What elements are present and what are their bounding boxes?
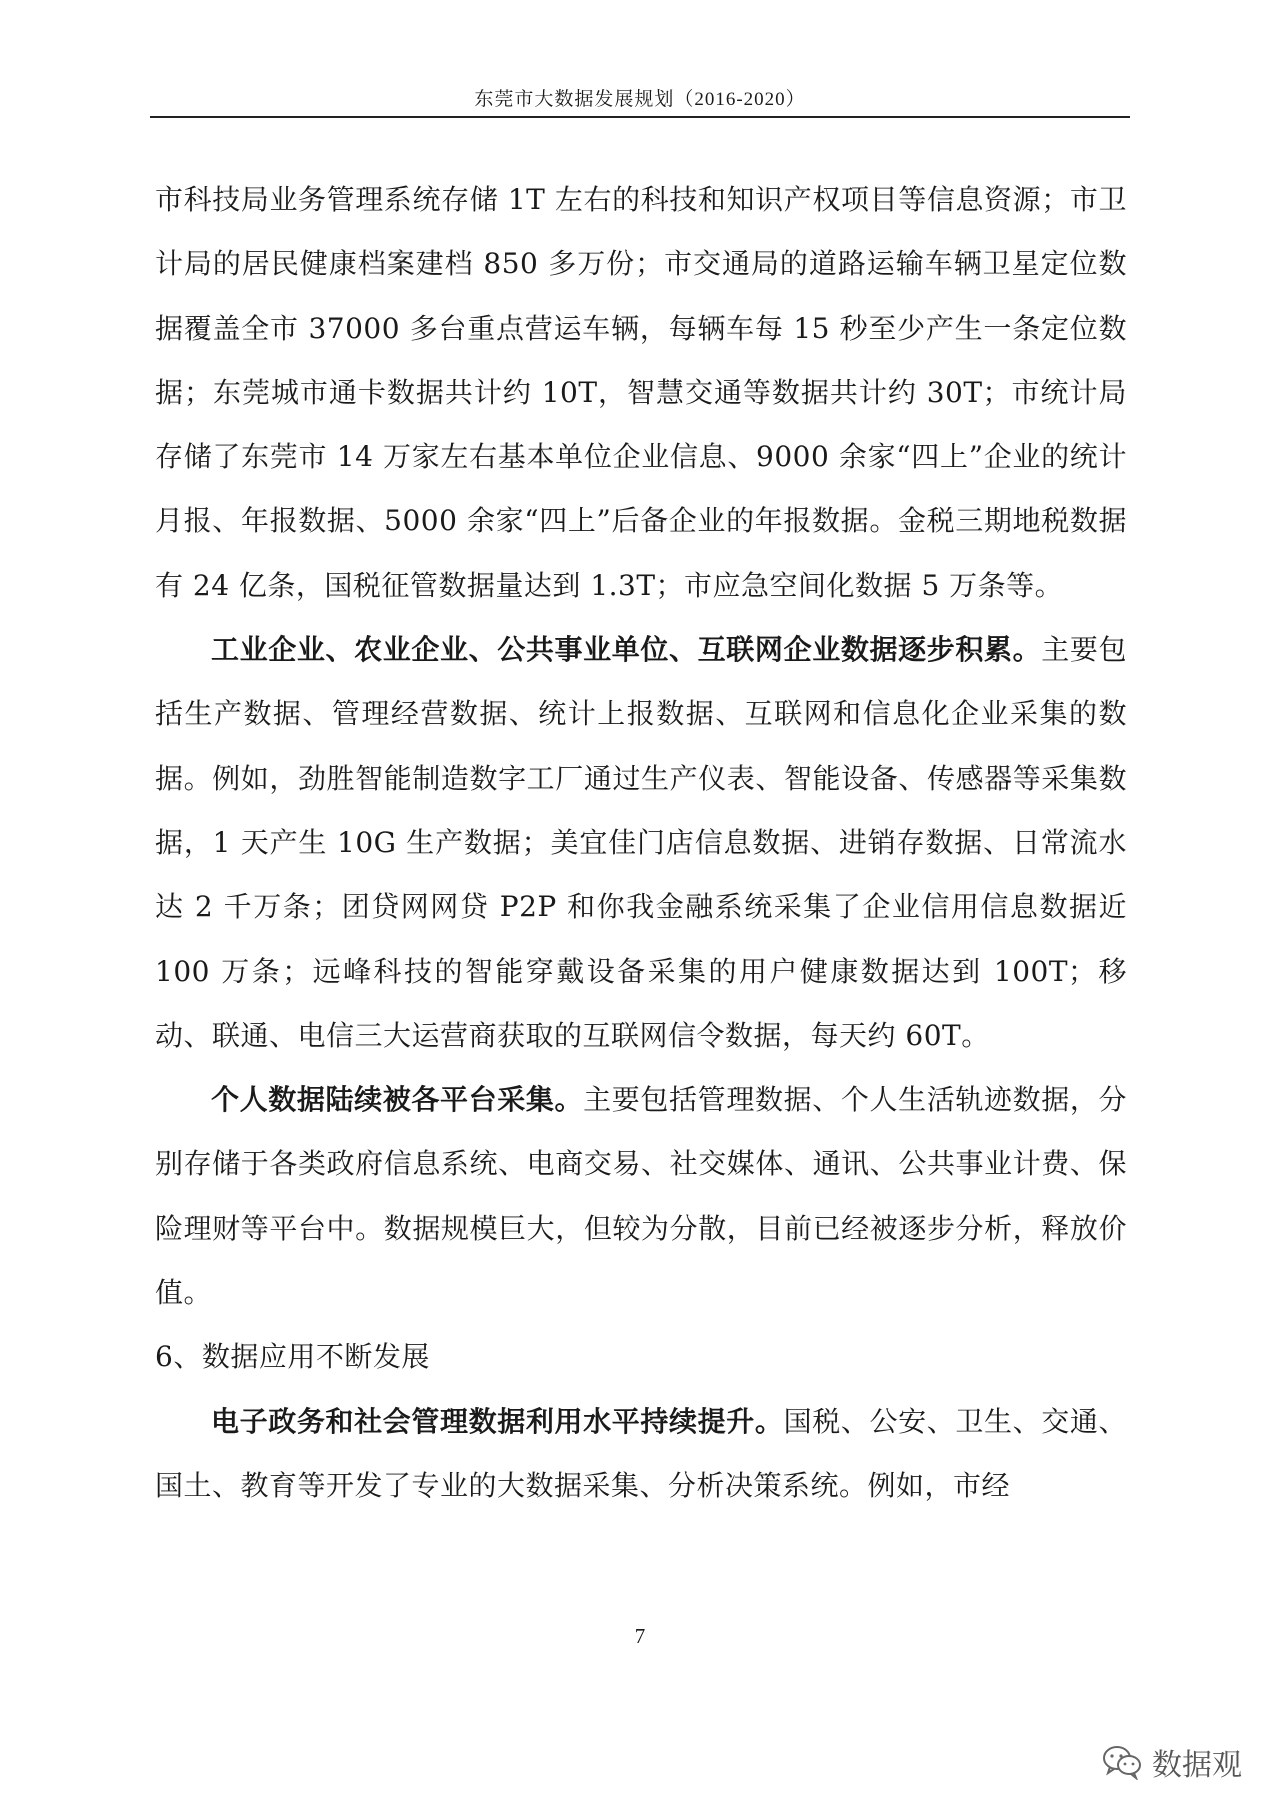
section-heading: 6、数据应用不断发展 <box>155 1340 430 1374</box>
page-number: 7 <box>634 1624 646 1648</box>
paragraph-body: 国税、公安、卫生、交通、国土、教育等开发了专业的大数据采集、分析决策系统。例如，市经 <box>155 1404 1127 1502</box>
paragraph-lead: 电子政务和社会管理数据利用水平持续提升。 <box>211 1404 784 1438</box>
watermark-text: 数据观 <box>1152 1748 1242 1783</box>
document-body <box>155 168 1127 1518</box>
paragraph-personal-data <box>155 1068 1127 1325</box>
wechat-icon <box>1102 1744 1142 1780</box>
paragraph-body: 主要包括管理数据、个人生活轨迹数据，分别存储于各类政府信息系统、电商交易、社交媒体、通讯、公共事业计费、保险理财等平台中。数据规模巨大，但较为分散，目前已经被逐步分析，释放价值。 <box>155 1083 1127 1310</box>
paragraph-lead: 个人数据陆续被各平台采集。 <box>211 1083 584 1117</box>
paragraph-egov-data <box>155 1390 1127 1519</box>
watermark <box>1102 1740 1242 1784</box>
paragraph-body: 主要包括生产数据、管理经营数据、统计上报数据、互联网和信息化企业采集的数据。例如，劲胜智能制造数字工厂通过生产仪表、智能设备、传感器等采集数据，1 天产生 10G 生产数据；美宜佳门店信息数据、进销存数据、日常流水达 2 千万条；团贷网网贷 P2P 和你我金融系统采集了企业信用信息数据近 100 万条；远峰科技的智能穿戴设备采集的用户健康数据达到 100T；移动、联通、电信三大运营商获取的互联网信令数据，每天约 60T。 <box>155 633 1127 1052</box>
paragraph-enterprise-data <box>155 618 1127 1068</box>
paragraph-lead: 工业企业、农业企业、公共事业单位、互联网企业数据逐步积累。 <box>211 633 1042 667</box>
header-divider <box>150 116 1130 118</box>
paragraph-data-resources: 市科技局业务管理系统存储 1T 左右的科技和知识产权项目等信息资源；市卫计局的居民健康档案建档 850 多万份；市交通局的道路运输车辆卫星定位数据覆盖全市 37000 多台重点营运车辆，每辆车每 15 秒至少产生一条定位数据；东莞城市通卡数据共计约 10T，智慧交通等数据共计约 30T；市统计局存储了东莞市 14 万家左右基本单位企业信息、9000 余家“四上”企业的统计月报、年报数据、5000 余家“四上”后备企业的年报数据。金税三期地税数据有 24 亿条，国税征管数据量达到 1.3T；市应急空间化数据 5 万条等。 <box>155 183 1127 602</box>
document-header: 东莞市大数据发展规划（2016-2020） <box>474 89 806 110</box>
